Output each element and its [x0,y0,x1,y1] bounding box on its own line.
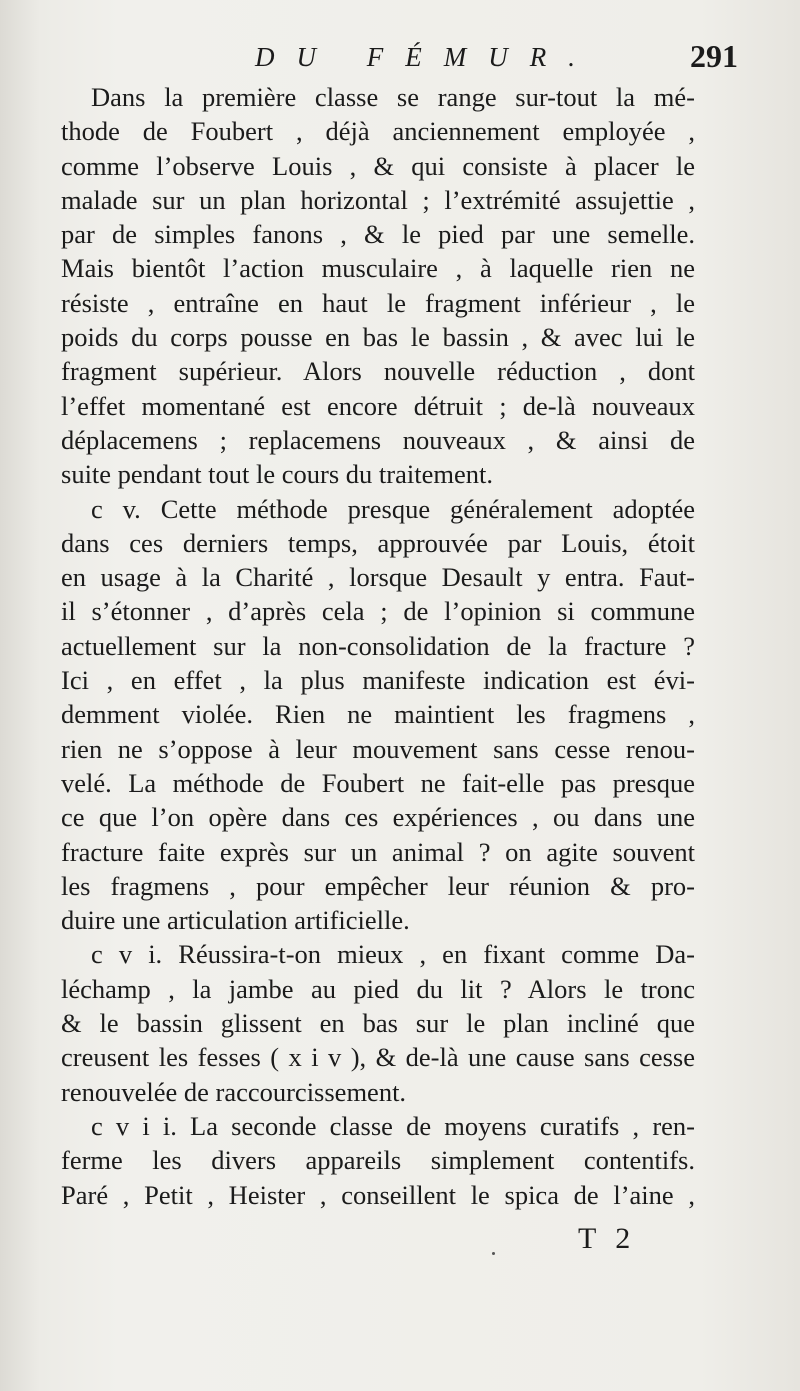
text-line: ce que l’on opère dans ces expériences , ou dans une [61,802,695,833]
signature-mark: T 2 [578,1222,637,1255]
ink-speck [492,1252,495,1255]
text-line: actuellement sur la non-consolidation de la fracture ? [61,630,695,661]
page-number: 291 [690,38,738,74]
text-line: demment violée. Rien ne maintient les fragmens , [61,699,695,730]
text-line: c v i i. La seconde classe de moyens curatifs , ren- [91,1110,695,1141]
text-line: & le bassin glissent en bas sur le plan incliné que [61,1008,695,1039]
text-line: Paré , Petit , Heister , conseillent le spica de l’aine , [61,1179,695,1210]
text-line: rien ne s’oppose à leur mouvement sans cesse renou- [61,733,695,764]
text-line: malade sur un plan horizontal ; l’extrémité assujettie , [61,184,695,215]
text-line: Dans la première classe se range sur-tout la mé- [91,82,695,112]
text-line: résiste , entraîne en haut le fragment inférieur , le [61,287,695,318]
text-line: renouvelée de raccourcissement. [61,1076,407,1107]
text-line: par de simples fanons , & le pied par une semelle. [61,219,695,250]
text-line: dans ces derniers temps, approuvée par Louis, étoit [61,527,695,558]
text-line: suite pendant tout le cours du traitement. [61,459,493,490]
text-line: velé. La méthode de Foubert ne fait-elle pas presque [61,767,695,798]
text-line: fracture faite exprès sur un animal ? on agite souvent [61,836,695,867]
text-line: c v i. Réussira-t-on mieux , en fixant comme Da- [91,939,695,970]
text-line: il s’étonner , d’après cela ; de l’opinion si commune [61,596,695,627]
text-line: en usage à la Charité , lorsque Desault y entra. Faut- [61,562,695,593]
text-line: les fragmens , pour empêcher leur réunion & pro- [61,870,695,901]
text-line: fragment supérieur. Alors nouvelle réduction , dont [61,356,695,387]
body-text [61,80,695,1212]
text-line: comme l’observe Louis , & qui consiste à placer le [61,150,695,181]
text-line: c v. Cette méthode presque généralement adoptée [91,493,695,524]
text-line: léchamp , la jambe au pied du lit ? Alors le tronc [61,973,695,1004]
running-title: DU FÉMUR. [255,42,597,72]
text-line: ferme les divers appareils simplement contentifs. [61,1145,695,1176]
text-line: déplacemens ; replacemens nouveaux , & ainsi de [61,424,695,455]
text-line: duire une articulation artificielle. [61,905,410,936]
text-line: Mais bientôt l’action musculaire , à laquelle rien ne [61,253,695,284]
text-line: Ici , en effet , la plus manifeste indication est évi- [61,665,695,696]
text-line: thode de Foubert , déjà anciennement employée , [61,116,695,147]
text-line: poids du corps pousse en bas le bassin , & avec lui le [61,322,695,353]
page-header [60,38,738,82]
text-line: creusent les fesses ( x i v ), & de-là une cause sans cesse [61,1042,695,1073]
text-line: l’effet momentané est encore détruit ; de-là nouveaux [61,390,695,421]
